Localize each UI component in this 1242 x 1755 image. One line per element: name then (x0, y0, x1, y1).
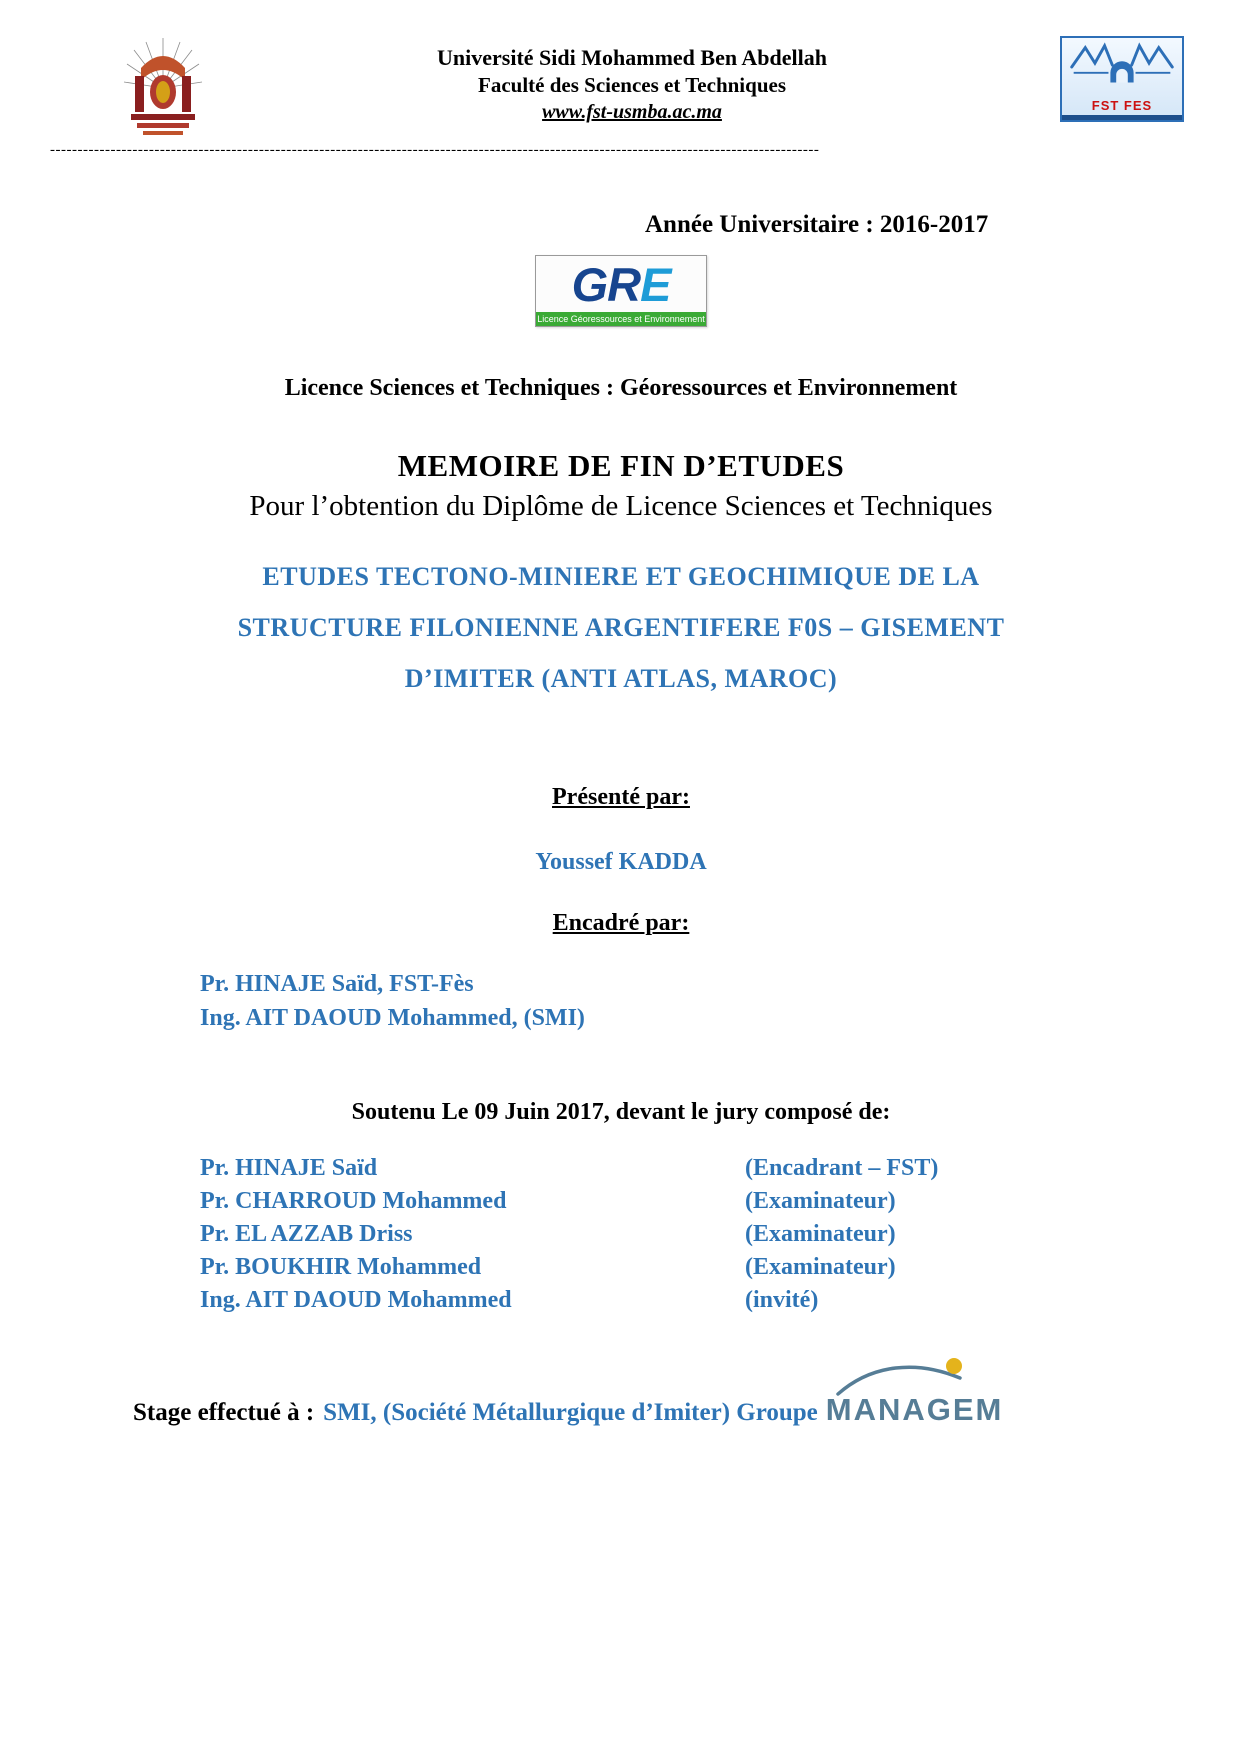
jury-member-name: Pr. BOUKHIR Mohammed (200, 1254, 482, 1280)
supervisor-2: Ing. AIT DAOUD Mohammed, (SMI) (200, 1005, 585, 1031)
supervised-by-label: Encadré par: (552, 910, 690, 936)
gre-logo-banner: Licence Géoressources et Environnement (537, 314, 705, 324)
gre-logo (535, 255, 707, 327)
gre-logo-letters (536, 258, 706, 312)
author-name: Youssef KADDA (535, 849, 707, 875)
jury-member-role: (Examinateur) (745, 1254, 896, 1280)
jury-member-name: Ing. AIT DAOUD Mohammed (200, 1287, 512, 1313)
internship-line (133, 1392, 1003, 1428)
academic-year: Année Universitaire : 2016-2017 (645, 211, 989, 238)
defense-line: Soutenu Le 09 Juin 2017, devant le jury composé de: (351, 1099, 891, 1125)
university-seal-logo (122, 36, 204, 138)
presented-by-label: Présenté par: (552, 784, 690, 810)
supervisors-list (200, 967, 1242, 1035)
jury-list (200, 1152, 1242, 1317)
jury-member-name: Pr. EL AZZAB Driss (200, 1221, 413, 1247)
thesis-title-line3: D’IMITER (ANTI ATLAS, MAROC) (404, 664, 838, 693)
thesis-title-line1: ETUDES TECTONO-MINIERE ET GEOCHIMIQUE DE LA (262, 562, 980, 591)
jury-member-role: (Examinateur) (745, 1188, 896, 1214)
thesis-title (0, 563, 1242, 692)
fst-logo-bottom-bar (1062, 115, 1182, 120)
jury-member-role: (Examinateur) (745, 1221, 896, 1247)
header-text-block (204, 36, 1060, 126)
managem-logo (826, 1392, 1004, 1428)
thesis-title-line2: STRUCTURE FILONIENNE ARGENTIFERE F0S – GISEMENT (237, 613, 1005, 642)
supervisor-1: Pr. HINAJE Saïd, FST-Fès (200, 971, 474, 997)
gre-logo-e: E (640, 258, 671, 311)
internship-company: SMI, (Société Métallurgique d’Imiter) Groupe (323, 1399, 818, 1426)
page-header (0, 0, 1242, 138)
dashed-divider: -------------------------------------------------------------------------------------------------------------------------------------------- (50, 142, 820, 158)
memoire-subtitle: Pour l’obtention du Diplôme de Licence Sciences et Techniques (249, 490, 993, 522)
gre-logo-gr: GR (571, 258, 641, 311)
managem-logo-text: MANAGEM (825, 1392, 1004, 1427)
jury-row (200, 1152, 1242, 1185)
faculty-name: Faculté des Sciences et Techniques (478, 73, 786, 97)
jury-row (200, 1185, 1242, 1218)
memoire-title: MEMOIRE DE FIN D’ETUDES (397, 448, 845, 483)
jury-member-name: Pr. HINAJE Saïd (200, 1155, 378, 1181)
university-name: Université Sidi Mohammed Ben Abdellah (437, 45, 827, 70)
jury-member-role: (Encadrant – FST) (745, 1155, 939, 1181)
fst-fes-logo (1060, 36, 1184, 122)
gre-logo-wrapper (0, 255, 1242, 327)
jury-member-name: Pr. CHARROUD Mohammed (200, 1188, 507, 1214)
managem-swoosh-icon (832, 1356, 982, 1406)
program-line: Licence Sciences et Techniques : Géoressources et Environnement (284, 375, 958, 401)
jury-member-role: (invité) (745, 1287, 819, 1313)
internship-label: Stage effectué à : (133, 1399, 315, 1426)
fst-fes-logo-label: FST FES (1091, 98, 1153, 113)
website-url: www.fst-usmba.ac.ma (542, 101, 722, 123)
jury-row (200, 1251, 1242, 1284)
jury-row (200, 1218, 1242, 1251)
jury-row (200, 1284, 1242, 1317)
